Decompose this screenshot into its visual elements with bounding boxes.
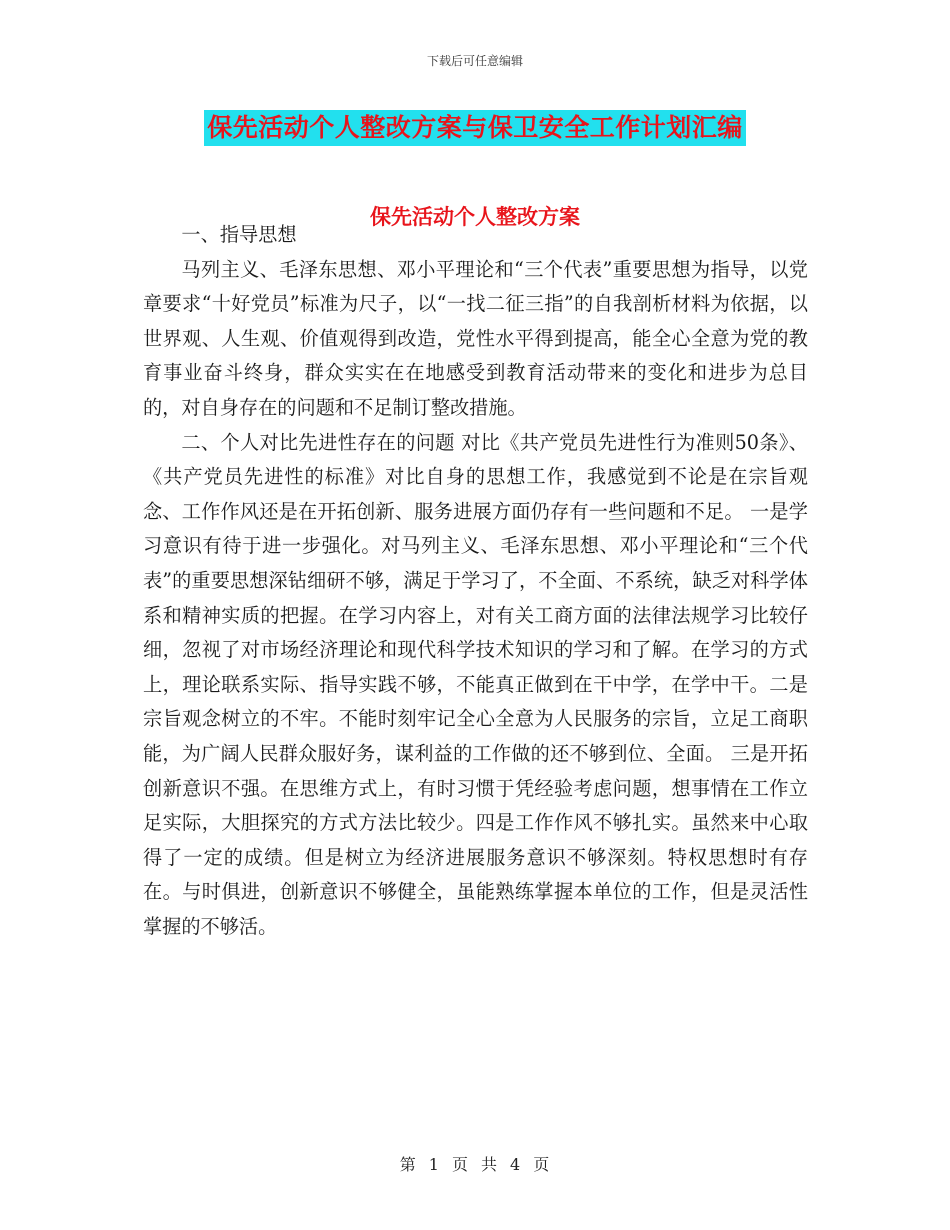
footer-page-number: 1 (428, 1155, 440, 1174)
footer-total-pages: 4 (510, 1155, 522, 1174)
document-title: 保先活动个人整改方案与保卫安全工作计划汇编 (204, 110, 746, 146)
heading-guiding-ideology: 一、指导思想 (181, 223, 297, 246)
footer-total-suffix: 页 (533, 1155, 551, 1174)
page-footer (0, 1152, 950, 1175)
document-title-container (0, 110, 950, 146)
document-body (143, 218, 808, 944)
paragraph-guiding-ideology: 马列主义、毛泽东思想、邓小平理论和“三个代表”重要思想为指导，以党章要求“十好党员”标准为尺子，以“一找二征三指”的自我剖析材料为依据，以世界观、人生观、价值观得到改造，党性水平得到提高，能全心全意为党的教育事业奋斗终身，群众实实在在地感受到教育活动带来的变化和进步为总目的，对自身存在的问题和不足制订整改措施。 (143, 257, 808, 419)
footer-prefix: 第 (399, 1155, 417, 1174)
section-title: 保先活动个人整改方案 (370, 205, 580, 229)
header-note: 下载后可任意编辑 (426, 54, 523, 68)
footer-page-suffix: 页 (451, 1155, 469, 1174)
paragraph-personal-problems: 二、个人对比先进性存在的问题 对比《共产党员先进性行为准则50条》、《共产党员先进性的标准》对比自身的思想工作，我感觉到不论是在宗旨观念、工作作风还是在开拓创新、服务进展方面仍存有一些问题和不足。 一是学习意识有待于进一步强化。对马列主义、毛泽东思想、邓小平理论和“三个代表”的重要思想深钻细研不够，满足于学习了，不全面、不系统，缺乏对科学体系和精神实质的把握。在学习内容上，对有关工商方面的法律法规学习比较仔细，忽视了对市场经济理论和现代科学技术知识的学习和了解。在学习的方式上，理论联系实际、指导实践不够，不能真正做到在干中学，在学中干。二是宗旨观念树立的不牢。不能时刻牢记全心全意为人民服务的宗旨，立足工商职能，为广阔人民群众服好务，谋利益的工作做的还不够到位、全面。 三是开拓创新意识不强。在思维方式上，有时习惯于凭经验考虑问题，想事情在工作立足实际，大胆探究的方式方法比较少。四是工作作风不够扎实。虽然来中心取得了一定的成绩。但是树立为经济进展服务意识不够深刻。特权思想时有存在。与时俱进，创新意识不够健全，虽能熟练掌握本单位的工作，但是灵活性掌握的不够活。 (143, 430, 808, 938)
footer-total-prefix: 共 (481, 1155, 499, 1174)
